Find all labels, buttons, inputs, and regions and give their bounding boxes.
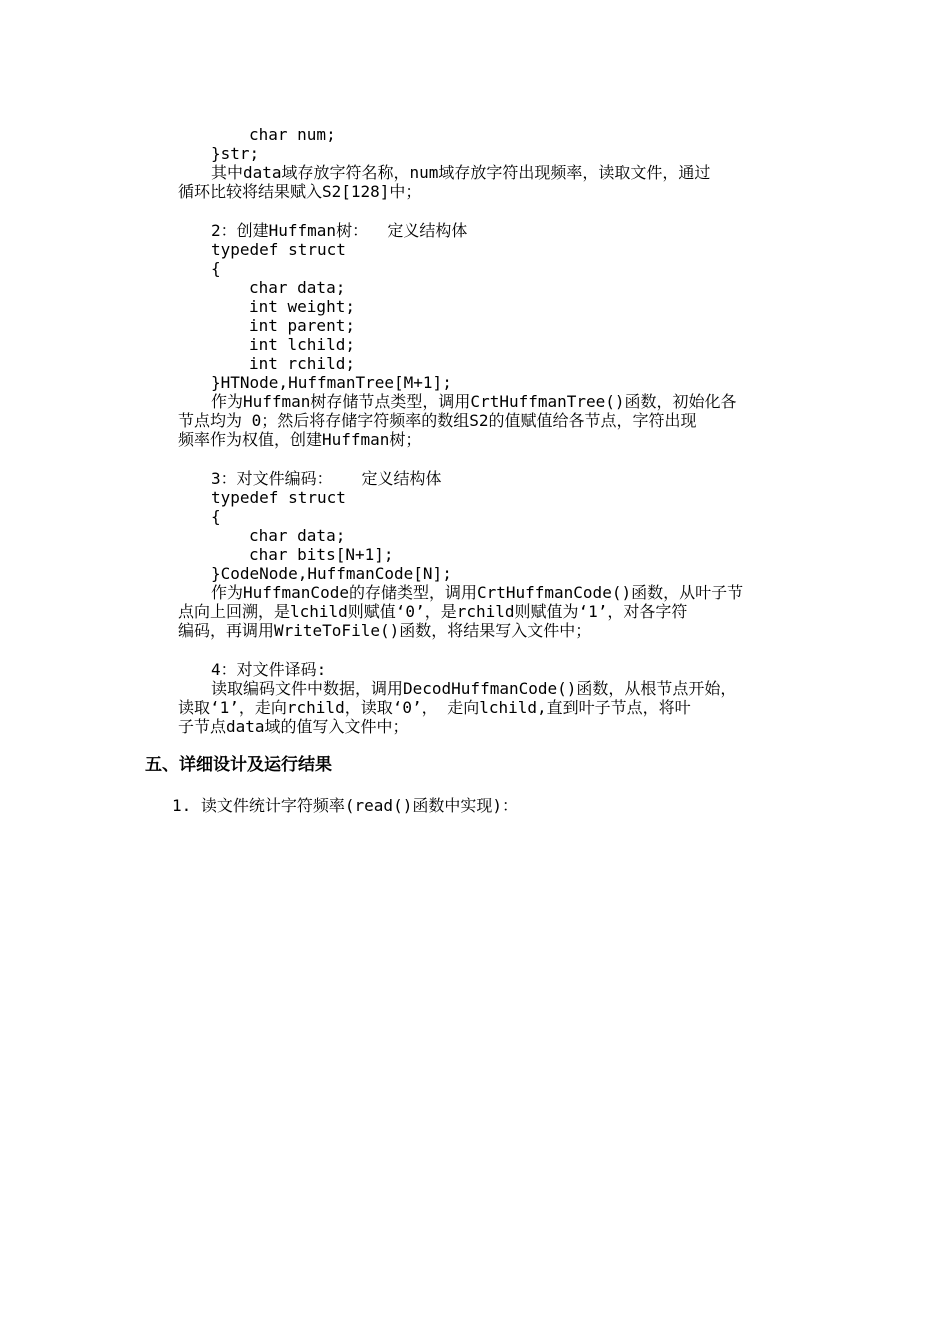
- code-line: int parent;: [249, 316, 355, 335]
- body-text-line: 频率作为权值，创建Huffman树；: [178, 430, 422, 449]
- numbered-item: 1. 读文件统计字符频率(read()函数中实现)：: [172, 796, 518, 815]
- code-line: char data;: [249, 526, 346, 545]
- code-line: int lchild;: [249, 335, 355, 354]
- code-line: char data;: [249, 278, 346, 297]
- body-text-line: 子节点data域的值写入文件中；: [178, 717, 409, 736]
- body-text-line: 点向上回溯，是lchild则赋值‘0’，是rchild则赋值为‘1’，对各字符: [178, 602, 688, 621]
- code-line: char num;: [249, 125, 336, 144]
- subsection-title: 3：对文件编码： 定义结构体: [211, 469, 442, 488]
- subsection-title: 4：对文件译码:: [211, 660, 327, 679]
- body-text-line: 节点均为 0；然后将存储字符频率的数组S2的值赋值给各节点，字符出现: [178, 411, 697, 430]
- code-line: typedef struct: [211, 240, 346, 259]
- body-text-line: 作为Huffman树存储节点类型，调用CrtHuffmanTree()函数，初始化各: [211, 392, 737, 411]
- code-line: }str;: [211, 144, 260, 163]
- code-line: int weight;: [249, 297, 355, 316]
- section-heading: 五、详细设计及运行结果: [145, 755, 332, 775]
- code-line: {: [211, 259, 221, 278]
- body-text-line: 其中data域存放字符名称，num域存放字符出现频率，读取文件，通过: [211, 163, 711, 182]
- body-text-line: 循环比较将结果赋入S2[128]中；: [178, 182, 422, 201]
- code-line: }HTNode,HuffmanTree[M+1];: [211, 373, 452, 392]
- code-line: }CodeNode,HuffmanCode[N];: [211, 564, 452, 583]
- code-line: {: [211, 507, 221, 526]
- body-text-line: 读取‘1’，走向rchild，读取‘0’， 走向lchild,直到叶子节点，将叶: [178, 698, 691, 717]
- code-line: char bits[N+1];: [249, 545, 394, 564]
- code-line: typedef struct: [211, 488, 346, 507]
- body-text-line: 编码，再调用WriteToFile()函数，将结果写入文件中；: [178, 621, 592, 640]
- body-text-line: 读取编码文件中数据，调用DecodHuffmanCode()函数，从根节点开始，: [211, 679, 737, 698]
- body-text-line: 作为HuffmanCode的存储类型，调用CrtHuffmanCode()函数，从叶子节: [211, 583, 744, 602]
- subsection-title: 2：创建Huffman树： 定义结构体: [211, 221, 468, 240]
- code-line: int rchild;: [249, 354, 355, 373]
